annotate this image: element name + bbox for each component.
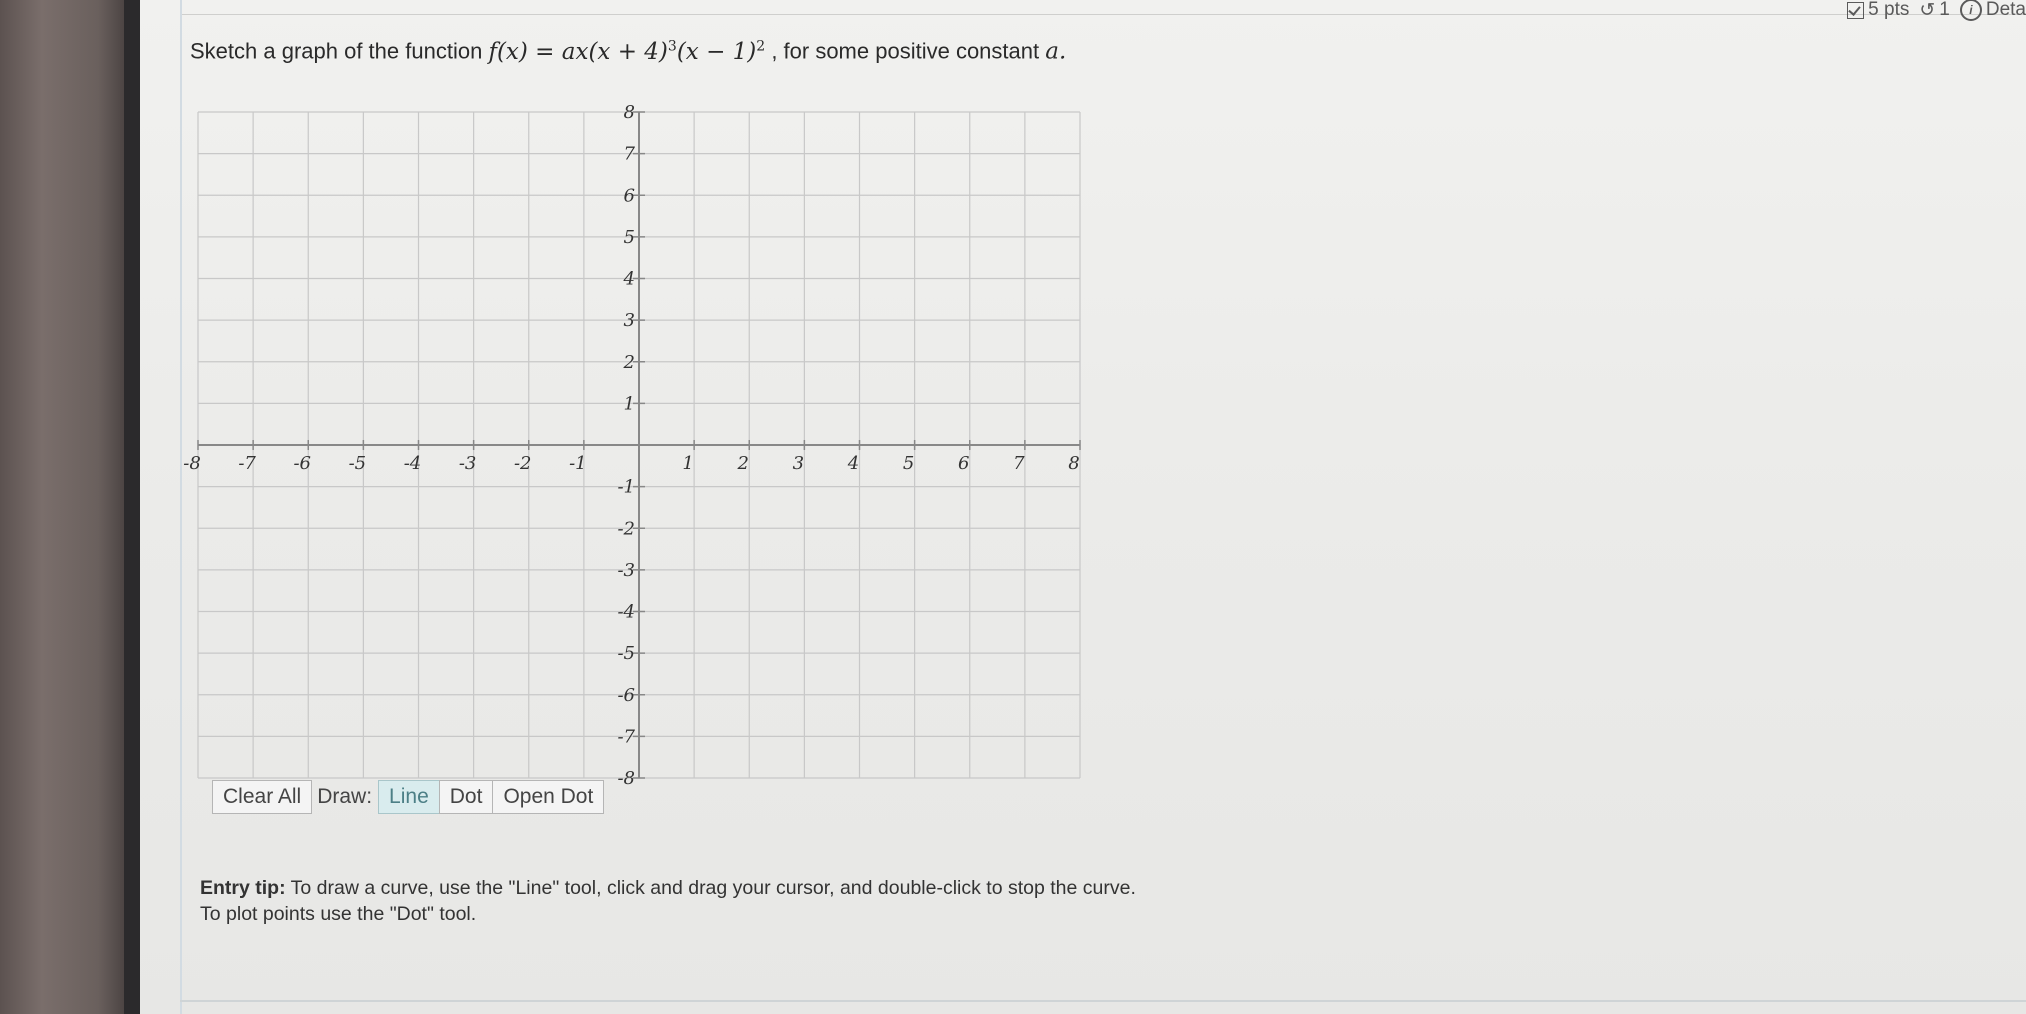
y-tick-label: -2	[617, 518, 635, 540]
x-tick-label: 2	[737, 453, 749, 474]
details-link[interactable]: i Deta	[1960, 0, 2026, 21]
entry-tip-text: To draw a curve, use the "Line" tool, click and drag your cursor, and double-click to stop the curve. To plot points use the "Dot" tool.	[200, 877, 1136, 925]
y-tick-label: -8	[617, 768, 635, 789]
y-tick-label: -4	[617, 601, 635, 623]
x-tick-label: -3	[458, 453, 477, 474]
x-tick-label: 4	[847, 453, 860, 474]
open-dot-tool-button[interactable]: Open Dot	[492, 780, 604, 814]
draw-toolbar	[212, 780, 603, 814]
points-indicator: 5 pts	[1847, 0, 1909, 21]
x-tick-label: 7	[1013, 453, 1025, 474]
y-tick-label: 4	[623, 268, 635, 290]
retry-icon: ↺	[1919, 0, 1936, 21]
question-prompt	[190, 38, 1066, 65]
prompt-suffix: , for some positive constant	[771, 38, 1040, 64]
dot-tool-button[interactable]: Dot	[439, 780, 494, 814]
x-tick-label: 8	[1068, 453, 1080, 474]
y-tick-label: 5	[623, 226, 635, 248]
y-tick-label: 1	[623, 393, 635, 415]
x-tick-label: -8	[183, 453, 201, 474]
entry-tip-title: Entry tip:	[200, 877, 286, 899]
line-tool-button[interactable]: Line	[378, 780, 440, 814]
constant-symbol: a.	[1045, 38, 1067, 65]
y-tick-label: 6	[623, 185, 635, 207]
question-meta	[1847, 0, 2026, 20]
x-tick-label: 5	[902, 453, 915, 474]
screen-bezel	[0, 0, 140, 1014]
x-tick-label: -5	[348, 453, 367, 474]
x-tick-label: 3	[792, 453, 805, 474]
left-divider	[180, 0, 182, 1014]
y-tick-label: 8	[623, 102, 635, 123]
attempts-indicator: ↺ 1	[1919, 0, 1950, 21]
clear-all-button[interactable]: Clear All	[212, 780, 312, 814]
info-icon: i	[1960, 0, 1982, 21]
bezel-edge	[124, 0, 140, 1014]
y-tick-label: -1	[617, 476, 635, 498]
y-tick-label: 2	[623, 351, 635, 373]
entry-tip	[200, 875, 1150, 927]
function-formula: $f(x) = ax(x + 4)^3(x - 1)^2$	[488, 38, 766, 65]
x-tick-label: -2	[513, 453, 532, 474]
bottom-divider	[180, 1000, 2026, 1002]
x-tick-label: -4	[403, 453, 422, 474]
y-tick-label: 7	[623, 143, 635, 165]
prompt-prefix: Sketch a graph of the function	[190, 38, 483, 64]
x-tick-label: 6	[958, 453, 970, 474]
y-tick-label: -6	[617, 684, 635, 706]
x-tick-label: 1	[682, 453, 694, 474]
x-tick-label: -1	[569, 453, 587, 474]
x-tick-label: -7	[238, 453, 256, 474]
y-tick-label: -3	[617, 559, 635, 581]
draw-label: Draw:	[317, 785, 373, 808]
y-tick-label: -7	[617, 726, 635, 748]
graph-canvas[interactable]	[183, 96, 1082, 789]
top-divider	[180, 14, 2026, 15]
checkbox-icon	[1847, 2, 1864, 19]
y-tick-label: -5	[617, 643, 635, 665]
x-tick-label: -6	[293, 453, 312, 474]
y-tick-label: 3	[623, 310, 635, 332]
graph-grid[interactable]	[183, 96, 1082, 789]
